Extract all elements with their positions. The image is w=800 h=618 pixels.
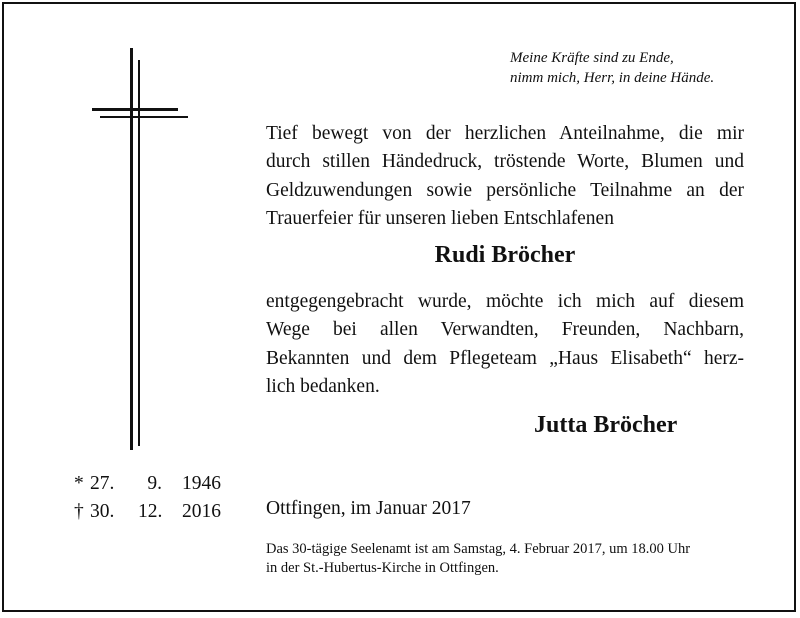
text-line: Geldzuwendungen sowie persönliche Teilnahme an der xyxy=(266,179,744,201)
text-line: Tief bewegt von der herzlichen Anteilnahme, die mir xyxy=(266,123,744,144)
signer-name: Jutta Bröcher xyxy=(534,412,678,438)
life-dates xyxy=(74,470,221,526)
quote-line: Meine Kräfte sind zu Ende, xyxy=(510,50,674,66)
text-line: durch stillen Händedruck, tröstende Worte, Blumen und xyxy=(266,151,744,173)
birth-year: 1946 xyxy=(182,473,221,494)
quote-line: nimm mich, Herr, in deine Hände. xyxy=(510,70,715,86)
text-line: Trauerfeier für unseren lieben Entschlafenen xyxy=(266,207,614,229)
birth-date xyxy=(74,470,221,498)
birth-symbol: * xyxy=(74,473,84,494)
text-line: lich bedanken. xyxy=(266,375,380,397)
birth-day: 27. xyxy=(90,473,115,494)
death-date xyxy=(74,498,221,526)
cross-icon xyxy=(90,48,190,450)
death-month: 12. xyxy=(138,501,163,522)
text-line: entgegengebracht wurde, möchte ich mich auf diesem xyxy=(266,291,744,312)
death-symbol: † xyxy=(74,501,84,522)
death-day: 30. xyxy=(90,501,115,522)
quote-verse xyxy=(510,48,714,88)
deceased-name: Rudi Bröcher xyxy=(434,242,576,268)
mass-note xyxy=(266,540,690,578)
birth-month: 9. xyxy=(147,473,162,494)
place-date: Ottfingen, im Januar 2017 xyxy=(266,498,471,519)
obituary-card xyxy=(2,2,796,612)
text-line: Bekannten und dem Pflegeteam „Haus Elisabeth“ herz- xyxy=(266,347,744,369)
intro-text xyxy=(266,120,744,233)
note-line: in der St.-Hubertus-Kirche in Ottfingen. xyxy=(266,560,499,576)
note-line: Das 30-tägige Seelenamt ist am Samstag, 4. Februar 2017, um 18.00 Uhr xyxy=(266,541,691,557)
thanks-text xyxy=(266,288,744,401)
text-line: Wege bei allen Verwandten, Freunden, Nachbarn, xyxy=(266,319,744,341)
death-year: 2016 xyxy=(182,501,221,522)
